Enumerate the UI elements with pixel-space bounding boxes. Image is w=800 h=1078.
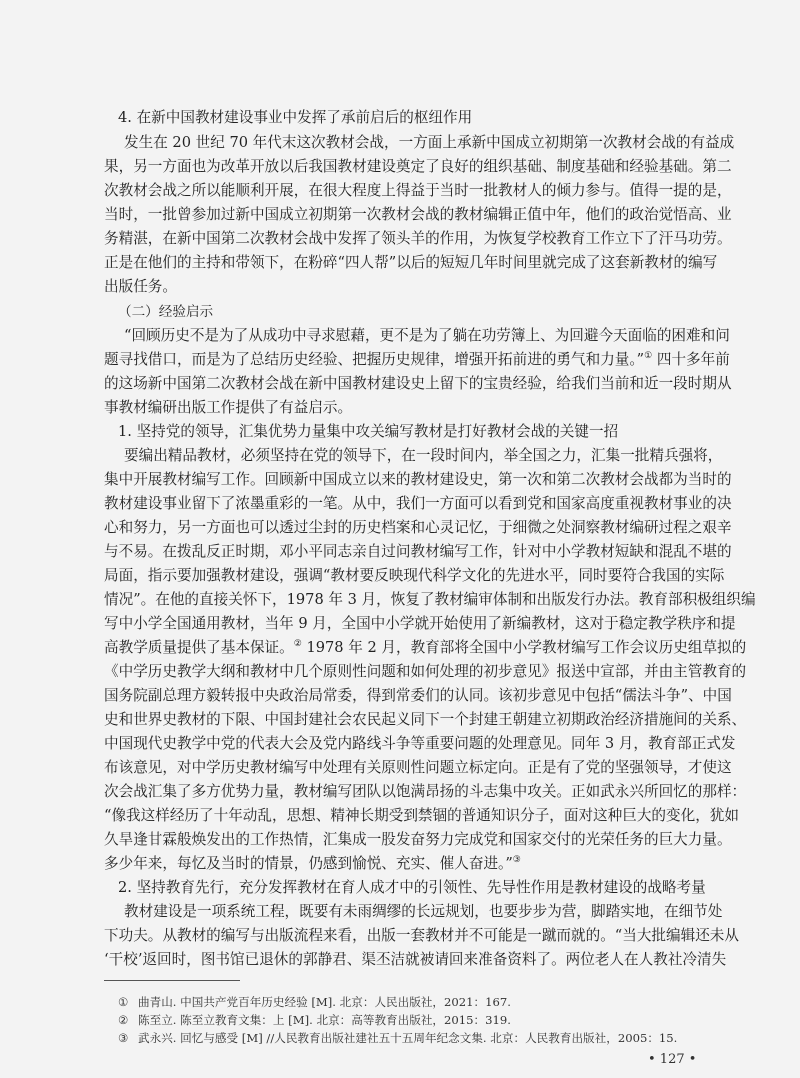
paragraph-line: 果，另一方面也为改革开放以后我国教材建设奠定了良好的组织基础、制度基础和经验基础。第二: [104, 158, 732, 175]
paragraph-line: 正是在他们的主持和带领下，在粉碎“四人帮”以后的短短几年时间里就完成了这套新教材的编写: [104, 254, 718, 271]
footnote-text: 武永兴. 回忆与感受 [M] //人民教育出版社建社五十五周年纪念文集. 北京：人民教育出版社，2005：15.: [138, 1031, 678, 1045]
paragraph-line: 出版任务。: [104, 278, 177, 295]
footnote-marker: ①: [118, 995, 129, 1009]
footnote-ref-1[interactable]: ①: [644, 351, 653, 361]
paragraph-line: 中国现代史教学中党的代表大会及党内路线斗争等重要问题的处理意见。同年 3 月，教育部正式发: [104, 735, 736, 752]
paragraph-line: 史和世界史教材的下限、中国封建社会农民起义同下一个封建王朝建立初期政治经济措施间的关系、: [104, 711, 747, 728]
paragraph-line: “回顾历史不是为了从成功中寻求慰藉，更不是为了躺在功劳簿上、为回避今天面临的困难和问: [124, 327, 730, 344]
line-text-tail: 四十多年前: [652, 351, 730, 368]
paragraph-line: 教材建设是一项系统工程，既要有未雨绸缪的长远规划，也要步步为营，脚踏实地，在细节处: [124, 903, 723, 920]
paragraph-line: 心和努力，另一方面也可以透过尘封的历史档案和心灵记忆，于细微之处洞察教材编研过程之艰辛: [104, 519, 732, 536]
footnote-text: 曲青山. 中国共产党百年历史经验 [M]. 北京：人民出版社，2021：167.: [138, 995, 511, 1009]
footnote-1: [118, 994, 698, 1010]
line-text: 题寻找借口，而是为了总结历史经验、把握历史规律，增强开拓前进的勇气和力量。”: [104, 351, 645, 368]
footnote-2: [118, 1012, 698, 1028]
paragraph-line: 写中小学全国通用教材，当年 9 月，全国中小学就开始使用了新编教材，这对于稳定教学秩序和提: [104, 615, 736, 632]
paragraph-line: 次会战汇集了多方优势力量，教材编写团队以饱满昂扬的斗志集中攻关。正如武永兴所回忆的那样：: [104, 783, 747, 800]
section-1-heading: 1. 坚持党的领导，汇集优势力量集中攻关编写教材是打好教材会战的关键一招: [118, 423, 619, 440]
paragraph-line: 事教材编研出版工作提供了有益启示。: [104, 399, 353, 416]
line-text: 多少年来，每忆及当时的情景，仍感到愉悦、充实、催人奋进。”: [104, 855, 513, 872]
section-2-heading: 2. 坚持教育先行，充分发挥教材在育人成才中的引领性、先导性作用是教材建设的战略考量: [118, 879, 706, 896]
paragraph-line: 次教材会战之所以能顺利开展，在很大程度上得益于当时一批教材人的倾力参与。值得一提的是，: [104, 182, 732, 199]
paragraph-line: 情况”。在他的直接关怀下，1978 年 3 月，恢复了教材编审体制和出版发行办法。教育部积极组织编: [104, 591, 756, 608]
footnote-divider: [104, 980, 240, 981]
line-text: 高教学质量提供了基本保证。: [104, 639, 294, 656]
paragraph-line: “像我这样经历了十年动乱，思想、精神长期受到禁锢的普通知识分子，面对这种巨大的变化，犹如: [104, 807, 739, 824]
paragraph-line: 发生在 20 世纪 70 年代末这次教材会战，一方面上承新中国成立初期第一次教材会战的有益成: [124, 134, 735, 151]
paragraph-line: 要编出精品教材，必须坚持在党的领导下，在一段时间内，举全国之力，汇集一批精兵强将，: [124, 447, 723, 464]
footnote-marker: ②: [118, 1013, 129, 1027]
paragraph-line: 务精湛，在新中国第二次教材会战中发挥了领头羊的作用，为恢复学校教育工作立下了汗马功劳。: [104, 230, 732, 247]
line-text-tail: 1978 年 2 月，教育部将全国中小学教材编写工作会议历史组草拟的: [301, 639, 747, 656]
paragraph-line: 下功夫。从教材的编写与出版流程来看，出版一套教材并不可能是一蹴而就的。“当大批编辑还未从: [104, 927, 739, 944]
footnote-ref-3[interactable]: ③: [512, 855, 521, 865]
footnote-3: [118, 1030, 698, 1046]
footnote-marker: ③: [118, 1031, 129, 1045]
subsection-heading: （二）经验启示: [118, 304, 214, 320]
paragraph-line: 国务院副总理方毅转报中央政治局常委，得到常委们的认同。该初步意见中包括“儒法斗争”、中国: [104, 687, 732, 704]
paragraph-line: ‘干校’返回时，图书馆已退休的郭静君、渠丕洁就被请回来准备资料了。两位老人在人教社冷清失: [104, 951, 727, 968]
footnote-ref-2[interactable]: ②: [293, 639, 302, 649]
paragraph-line: 当时，一批曾参加过新中国成立初期第一次教材会战的教材编辑正值中年，他们的政治觉悟高、业: [104, 206, 732, 223]
paragraph-line-with-footnote: [104, 854, 697, 874]
paragraph-line: 教材建设事业留下了浓墨重彩的一笔。从中，我们一方面可以看到党和国家高度重视教材事业的决: [104, 495, 732, 512]
page-number: • 127 •: [648, 1052, 697, 1067]
paragraph-line: 布该意见，对中学历史教材编写中处理有关原则性问题立标定向。正是有了党的坚强领导，才使这: [104, 759, 732, 776]
paragraph-line-with-footnote: [104, 350, 730, 370]
paragraph-line: 久旱逢甘霖般焕发出的工作热情，汇集成一股发奋努力完成党和国家交付的光荣任务的巨大力量。: [104, 831, 732, 848]
paragraph-line-with-footnote: [104, 638, 747, 658]
paragraph-line: 的这场新中国第二次教材会战在新中国教材建设史上留下的宝贵经验，给我们当前和近一段时期从: [104, 375, 732, 392]
footnote-text: 陈至立. 陈至立教育文集：上 [M]. 北京：高等教育出版社，2015：319.: [138, 1013, 511, 1027]
paragraph-line: 局面，指示要加强教材建设，强调“教材要反映现代科学文化的先进水平，同时要符合我国的实际: [104, 567, 725, 584]
paragraph-line: 《中学历史教学大纲和教材中几个原则性问题和如何处理的初步意见》报送中宣部，并由主管教育的: [104, 663, 747, 680]
paragraph-line: 集中开展教材编写工作。回顾新中国成立以来的教材建设史，第一次和第二次教材会战都为当时的: [104, 471, 732, 488]
paragraph-line: 与不易。在拨乱反正时期，邓小平同志亲自过问教材编写工作，针对中小学教材短缺和混乱不堪的: [104, 543, 732, 560]
section-4-heading: 4. 在新中国教材建设事业中发挥了承前启后的枢纽作用: [118, 109, 473, 126]
